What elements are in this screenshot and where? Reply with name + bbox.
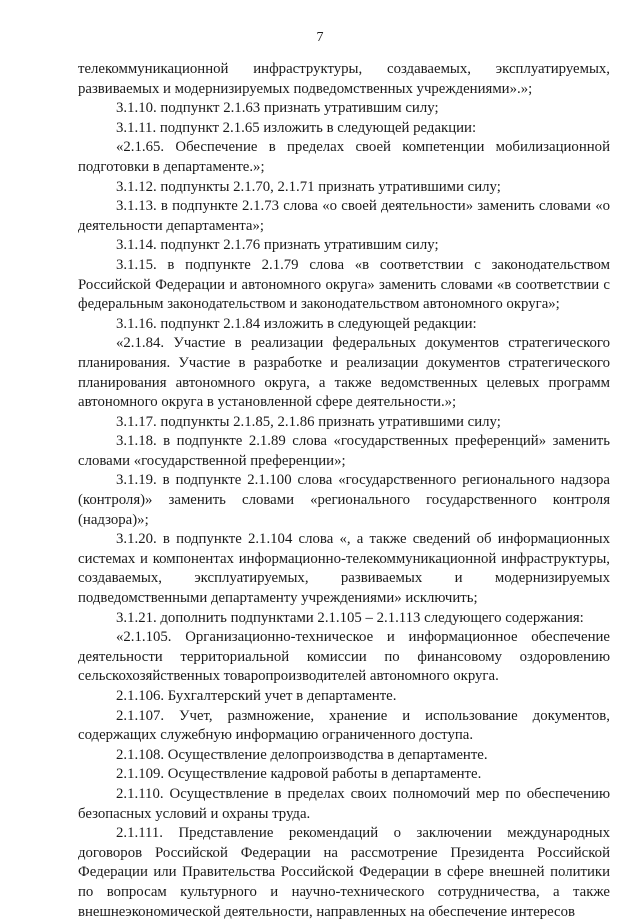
paragraph: 2.1.109. Осуществление кадровой работы в департаменте.	[116, 766, 482, 783]
paragraph: 2.1.106. Бухгалтерский учет в департаменте.	[116, 688, 397, 704]
paragraph: телекоммуникационной инфраструктуры, создаваемых, эксплуатируемых, развиваемых и модернизируемых подведомственных учреждениями».»;	[78, 61, 610, 97]
paragraph: 3.1.20. в подпункте 2.1.104 слова «, а также сведений об информационных системах и компонентах информационно-телекоммуникационной инфраструктуры, создаваемых, эксплуатируемых, развиваемых и модернизируемых подведомственными департаменту учреждениями» исключить;	[78, 531, 610, 607]
paragraph: 3.1.18. в подпункте 2.1.89 слова «государственных преференций» заменить словами «государственной преференции»;	[78, 433, 610, 469]
paragraph: 2.1.111. Представление рекомендаций о заключении международных договоров Российской Федерации на рассмотрение Президента Российской Федерации или Правительства Российской Федерации в сфере внешней политики по вопросам культурного и научно-технического сотрудничества, а также внешнеэкономической деятельности, направленных на обеспечение интересов	[78, 825, 610, 920]
paragraph: 3.1.10. подпункт 2.1.63 признать утратившим силу;	[116, 100, 439, 117]
paragraph: 3.1.16. подпункт 2.1.84 изложить в следующей редакции:	[116, 315, 477, 332]
paragraph: 3.1.11. подпункт 2.1.65 изложить в следующей редакции:	[116, 119, 477, 136]
paragraph: «2.1.84. Участие в реализации федеральных документов стратегического планирования. Участие в разработке и реализации документов стратегического планирования автономного округа, а также ведомственных целевых программ автономного округа в установленной сфере деятельности.»;	[78, 335, 610, 411]
paragraph: 3.1.17. подпункты 2.1.85, 2.1.86 признать утратившими силу;	[116, 413, 501, 430]
paragraph: 3.1.21. дополнить подпунктами 2.1.105 – 2.1.113 следующего содержания:	[116, 609, 584, 626]
document-body	[78, 60, 610, 922]
paragraph: 2.1.107. Учет, размножение, хранение и использование документов, содержащих служебную информацию ограниченного доступа.	[78, 707, 610, 744]
paragraph: 3.1.12. подпункты 2.1.70, 2.1.71 признать утратившими силу;	[116, 178, 501, 195]
paragraph: 3.1.15. в подпункте 2.1.79 слова «в соответствии с законодательством Российской Федерации и автономного округа» заменить словами «в соответствии с федеральным законодательством и законодательством автономного округа»;	[78, 256, 610, 313]
paragraph: 3.1.13. в подпункте 2.1.73 слова «о своей деятельности» заменить словами «о деятельности департамента»;	[78, 198, 610, 234]
paragraph: 2.1.110. Осуществление в пределах своих полномочий мер по обеспечению безопасных условий и охраны труда.	[78, 785, 610, 822]
paragraph: 2.1.108. Осуществление делопроизводства в департаменте.	[116, 746, 488, 763]
paragraph: «2.1.65. Обеспечение в пределах своей компетенции мобилизационной подготовки в департаменте.»;	[78, 139, 610, 175]
paragraph: «2.1.105. Организационно-техническое и информационное обеспечение деятельности территориальной комиссии по финансовому оздоровлению сельскохозяйственных товаропроизводителей автономного округа.	[78, 629, 610, 685]
page-number: 7	[316, 30, 324, 45]
paragraph: 3.1.14. подпункт 2.1.76 признать утратившим силу;	[116, 237, 439, 254]
paragraph: 3.1.19. в подпункте 2.1.100 слова «государственного регионального надзора (контроля)» заменить словами «регионального государственного контроля (надзора)»;	[78, 472, 610, 528]
